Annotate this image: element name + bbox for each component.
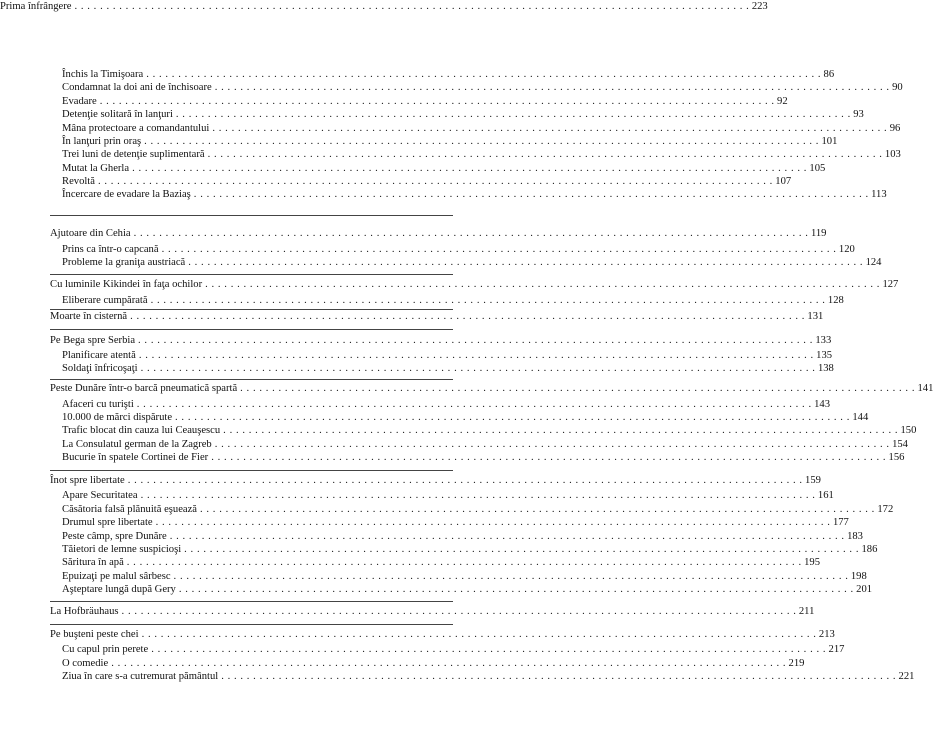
- dot-leader: [208, 148, 882, 161]
- dot-leader: [179, 583, 853, 596]
- dot-leader: [215, 81, 889, 94]
- toc-page-number: 131: [807, 311, 824, 322]
- toc-entry-title: Probleme la graniţa austriacă: [62, 257, 186, 268]
- toc-entry: [62, 424, 917, 437]
- toc-page-number: 161: [817, 490, 834, 501]
- toc-entry: [62, 81, 903, 94]
- dot-leader: [141, 362, 815, 375]
- dot-leader: [200, 503, 874, 516]
- toc-entry: [62, 530, 863, 543]
- section-divider: [50, 601, 453, 602]
- toc-page-number: 183: [847, 531, 863, 542]
- dot-leader: [134, 227, 808, 240]
- toc-entry: [62, 362, 834, 375]
- toc-entry: [62, 657, 805, 670]
- dot-leader: [142, 628, 816, 641]
- toc-entry-title: 10.000 de mărci dispărute: [62, 412, 173, 423]
- dot-leader: [122, 605, 796, 618]
- section-divider: [50, 624, 453, 625]
- toc-entry: [62, 256, 882, 269]
- dot-leader: [74, 0, 748, 13]
- toc-entry-title: Tăietori de lemne suspicioşi: [62, 544, 182, 555]
- toc-entry-title: Căsătoria falsă plănuită eşuează: [62, 504, 198, 515]
- toc-entry-title: Mâna protectoare a comandantului: [62, 123, 210, 134]
- dot-leader: [188, 256, 862, 269]
- dot-leader: [184, 543, 858, 556]
- section-divider: [50, 274, 453, 275]
- toc-entry: [62, 398, 830, 411]
- toc-page-number: 119: [810, 228, 827, 239]
- toc-page-number: 219: [788, 658, 805, 669]
- dot-leader: [138, 334, 812, 347]
- toc-page-number: 120: [838, 244, 855, 255]
- toc-entry: [62, 175, 792, 188]
- dot-leader: [170, 530, 844, 543]
- toc-entry-title: Eliberare cumpărată: [62, 295, 148, 306]
- toc-page-number: 133: [815, 335, 832, 346]
- toc-page-number: 198: [850, 571, 867, 582]
- toc-entry: [62, 294, 844, 307]
- toc-page-number: 177: [832, 517, 849, 528]
- dot-leader: [132, 162, 806, 175]
- toc-entry-title: Pe buşteni peste chei: [50, 629, 139, 640]
- dot-leader: [130, 310, 804, 323]
- toc-entry-title: Revoltă: [62, 176, 95, 187]
- toc-chapter: [50, 628, 835, 641]
- toc-page-number: 195: [804, 557, 820, 568]
- toc-entry: [62, 411, 869, 424]
- toc-entry-title: Trafic blocat din cauza lui Ceauşescu: [62, 425, 221, 436]
- toc-page-number: 128: [827, 295, 844, 306]
- toc-entry: [62, 670, 915, 683]
- dot-leader: [162, 243, 836, 256]
- dot-leader: [223, 424, 897, 437]
- toc-page-number: 223: [751, 1, 768, 12]
- toc-entry: [62, 122, 901, 135]
- toc-page-number: 143: [814, 399, 830, 410]
- toc-entry-title: La Consulatul german de la Zagreb: [62, 439, 212, 450]
- toc-entry-title: Ajutoare din Cehia: [50, 228, 131, 239]
- toc-page-number: 105: [809, 163, 826, 174]
- dot-leader: [174, 570, 848, 583]
- toc-chapter: [50, 227, 827, 240]
- toc-entry-title: Peste câmp, spre Dunăre: [62, 531, 167, 542]
- toc-entry-title: Afaceri cu turişti: [62, 399, 134, 410]
- toc-chapter: [50, 382, 933, 395]
- toc-chapter: [50, 334, 832, 347]
- toc-entry-title: Prins ca într-o capcană: [62, 244, 159, 255]
- toc-entry-title: Cu capul prin perete: [62, 644, 149, 655]
- toc-entry: [62, 503, 894, 516]
- section-divider: [50, 379, 453, 380]
- toc-entry-title: Condamnat la doi ani de închisoare: [62, 82, 212, 93]
- section-divider: [50, 329, 453, 330]
- toc-page-number: 124: [865, 257, 882, 268]
- dot-leader: [175, 411, 849, 424]
- toc-entry-title: Aşteptare lungă după Gery: [62, 584, 176, 595]
- toc-entry-title: Ziua în care s-a cutremurat pământul: [62, 671, 219, 682]
- toc-entry: [62, 643, 845, 656]
- toc-entry-title: Cu luminile Kikindei în faţa ochilor: [50, 279, 203, 290]
- toc-entry-title: Epuizaţi pe malul sârbesc: [62, 571, 171, 582]
- toc-page-number: 217: [828, 644, 845, 655]
- dot-leader: [127, 556, 801, 569]
- toc-entry: [62, 349, 833, 362]
- toc-entry: [62, 188, 887, 201]
- dot-leader: [139, 349, 813, 362]
- toc-entry: [62, 583, 873, 596]
- toc-entry: [62, 162, 826, 175]
- dot-leader: [111, 657, 785, 670]
- toc-entry: [62, 135, 838, 148]
- toc-entry: [62, 556, 820, 569]
- dot-leader: [141, 489, 815, 502]
- toc-page-number: 172: [877, 504, 894, 515]
- dot-leader: [128, 474, 802, 487]
- toc-entry: [62, 108, 864, 121]
- toc-entry: [62, 148, 901, 161]
- toc-page-number: 213: [818, 629, 835, 640]
- toc-entry: [62, 95, 788, 108]
- dot-leader: [100, 95, 774, 108]
- dot-leader: [212, 122, 886, 135]
- toc-entry: [62, 68, 835, 81]
- dot-leader: [205, 278, 879, 291]
- dot-leader: [221, 670, 895, 683]
- toc-entry-title: Detenţie solitară în lanţuri: [62, 109, 173, 120]
- toc-entry: [62, 243, 855, 256]
- toc-page-number: 141: [917, 383, 933, 394]
- dot-leader: [176, 108, 850, 121]
- toc-page-number: 201: [856, 584, 873, 595]
- toc-page-number: 186: [861, 544, 878, 555]
- toc-page-number: 138: [817, 363, 834, 374]
- dot-leader: [151, 643, 825, 656]
- toc-entry: [62, 451, 905, 464]
- toc-page-number: 159: [805, 475, 821, 486]
- dot-leader: [98, 175, 772, 188]
- toc-entry: [62, 489, 834, 502]
- toc-page-number: 107: [775, 176, 792, 187]
- dot-leader: [146, 68, 820, 81]
- toc-entry-title: Moarte în cisternă: [50, 311, 128, 322]
- toc-page-number: 103: [884, 149, 901, 160]
- dot-leader: [137, 398, 811, 411]
- toc-entry-title: Săritura în apă: [62, 557, 124, 568]
- toc-page-number: 150: [900, 425, 917, 436]
- toc-page-number: 101: [821, 136, 838, 147]
- toc-page-number: 144: [852, 412, 869, 423]
- toc-page-number: 221: [898, 671, 915, 682]
- toc-entry-title: Peste Dunăre într-o barcă pneumatică spartă: [50, 383, 238, 394]
- toc-entry: [62, 570, 867, 583]
- toc-entry-title: Planificare atentă: [62, 350, 136, 361]
- toc-entry-title: Înot spre libertate: [50, 475, 125, 486]
- section-divider: [50, 215, 453, 216]
- dot-leader: [144, 135, 818, 148]
- toc-entry-title: Soldaţi înfricoşaţi: [62, 363, 138, 374]
- dot-leader: [215, 438, 889, 451]
- toc-entry-title: Mutat la Gherla: [62, 163, 130, 174]
- toc-page-number: 211: [798, 606, 815, 617]
- toc-entry-title: O comedie: [62, 658, 109, 669]
- toc-page-number: 135: [816, 350, 833, 361]
- dot-leader: [211, 451, 885, 464]
- toc-entry-title: Prima înfrângere: [0, 1, 72, 12]
- toc-entry-title: Încercare de evadare la Baziaş: [62, 189, 191, 200]
- toc-chapter: [50, 310, 824, 323]
- toc-entry: [62, 438, 908, 451]
- toc-entry-title: Evadare: [62, 96, 97, 107]
- toc-page-number: 127: [882, 279, 899, 290]
- dot-leader: [156, 516, 830, 529]
- toc-entry-title: Apare Securitatea: [62, 490, 138, 501]
- toc-entry: [62, 543, 878, 556]
- toc-entry: [62, 516, 849, 529]
- toc-chapter: [50, 474, 821, 487]
- toc-entry-title: La Hofbräuhaus: [50, 606, 119, 617]
- toc-page-number: 90: [892, 82, 903, 93]
- toc-page-number: 154: [892, 439, 908, 450]
- toc-entry-title: În lanţuri prin oraş: [62, 136, 142, 147]
- section-divider: [50, 470, 453, 471]
- toc-page-number: 96: [889, 123, 901, 134]
- toc-entry-title: Bucurie în spatele Cortinei de Fier: [62, 452, 209, 463]
- toc-page-number: 92: [777, 96, 788, 107]
- dot-leader: [194, 188, 868, 201]
- section-divider: [50, 309, 453, 310]
- toc-page-number: 113: [871, 189, 887, 200]
- toc-page-number: 86: [823, 69, 835, 80]
- toc-page-number: 93: [853, 109, 864, 120]
- toc-entry-title: Trei luni de detenţie suplimentară: [62, 149, 205, 160]
- dot-leader: [151, 294, 825, 307]
- toc-entry-title: Închis la Timişoara: [62, 69, 144, 80]
- toc-page-number: 156: [888, 452, 905, 463]
- toc-chapter: [50, 605, 815, 618]
- toc-chapter: [50, 278, 899, 291]
- dot-leader: [240, 382, 914, 395]
- toc-entry-title: Pe Bega spre Serbia: [50, 335, 136, 346]
- toc-entry: [0, 0, 768, 13]
- toc-entry-title: Drumul spre libertate: [62, 517, 153, 528]
